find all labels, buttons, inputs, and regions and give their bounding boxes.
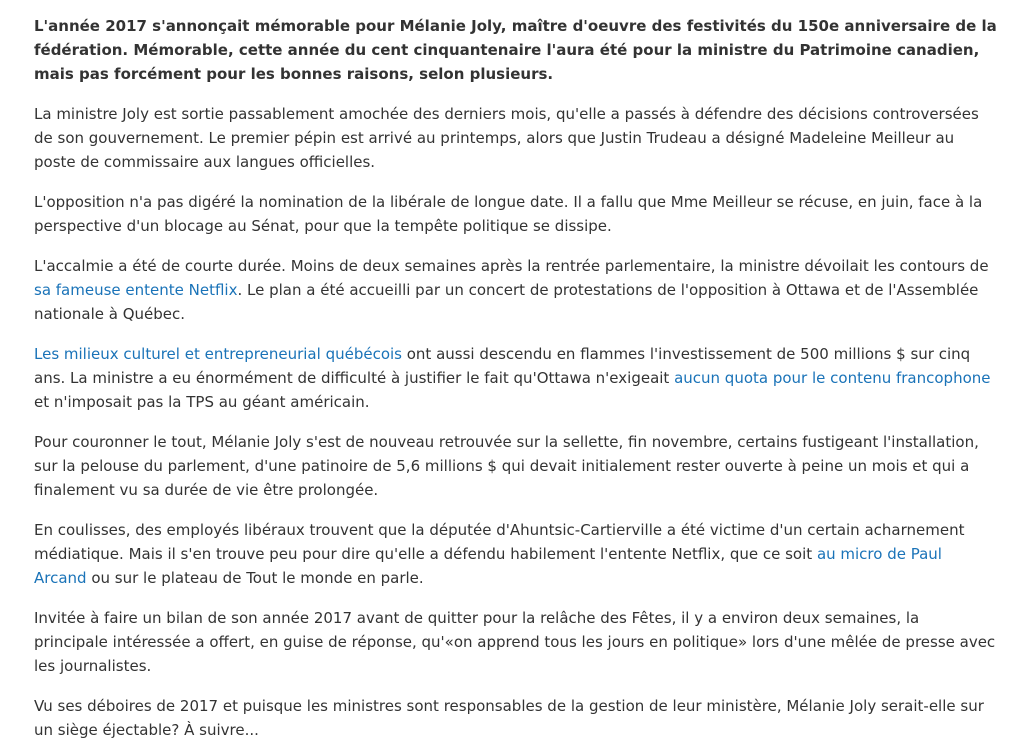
paragraph-3-text-before: L'accalmie a été de courte durée. Moins de deux semaines après la rentrée parlementaire, la ministre dévoilait les contours de (34, 257, 989, 275)
paragraph-4 (34, 342, 997, 414)
paragraph-6-text-before: En coulisses, des employés libéraux trouvent que la députée d'Ahuntsic-Cartierville a été victime d'un certain acharnement médiatique. Mais il s'en trouve peu pour dire qu'elle a défendu habilement l'entente Netflix, que ce soit (34, 521, 965, 563)
paragraph-5: Pour couronner le tout, Mélanie Joly s'est de nouveau retrouvée sur la sellette, fin novembre, certains fustigeant l'installation, sur la pelouse du parlement, d'une patinoire de 5,6 millions $ qui devait initialement rester ouverte à peine un mois et qui a finalement vu sa durée de vie être prolongée. (34, 433, 979, 499)
paragraph-6 (34, 518, 997, 590)
paragraph-6-text-after: ou sur le plateau de Tout le monde en parle. (86, 569, 424, 587)
francophone-quota-link[interactable]: aucun quota pour le contenu francophone (674, 369, 991, 387)
paragraph-3 (34, 254, 997, 326)
article-lead: L'année 2017 s'annonçait mémorable pour Mélanie Joly, maître d'oeuvre des festivités du 150e anniversaire de la fédération. Mémorable, cette année du cent cinquantenaire l'aura été pour la ministre du Patrimoine canadien, mais pas forcément pour les bonnes raisons, selon plusieurs. (34, 17, 997, 83)
paragraph-2: L'opposition n'a pas digéré la nomination de la libérale de longue date. Il a fallu que Mme Meilleur se récuse, en juin, face à la perspective d'un blocage au Sénat, pour que la tempête politique se dissipe. (34, 193, 983, 235)
paul-arcand-link[interactable]: au micro de Paul Arcand (34, 545, 942, 587)
paragraph-1: La ministre Joly est sortie passablement amochée des derniers mois, qu'elle a passés à défendre des décisions controversées de son gouvernement. Le premier pépin est arrivé au printemps, alors que Justin Trudeau a désigné Madeleine Meilleur au poste de commissaire aux langues officielles. (34, 105, 979, 171)
netflix-deal-link[interactable]: sa fameuse entente Netflix (34, 281, 238, 299)
cultural-milieux-link[interactable]: Les milieux culturel et entrepreneurial québécois (34, 345, 402, 363)
paragraph-8: Vu ses déboires de 2017 et puisque les ministres sont responsables de la gestion de leur ministère, Mélanie Joly serait-elle sur un siège éjectable? À suivre... (34, 697, 984, 739)
paragraph-4-text-after: et n'imposait pas la TPS au géant américain. (34, 393, 370, 411)
paragraph-7: Invitée à faire un bilan de son année 2017 avant de quitter pour la relâche des Fêtes, il y a environ deux semaines, la principale intéressée a offert, en guise de réponse, qu'«on apprend tous les jours en politique» lors d'une mêlée de presse avec les journalistes. (34, 609, 996, 675)
paragraph-4-text-middle: ont aussi descendu en flammes l'investissement de 500 millions $ sur cinq ans. La ministre a eu énormément de difficulté à justifier le fait qu'Ottawa n'exigeait (34, 345, 971, 387)
paragraph-3-text-after: . Le plan a été accueilli par un concert de protestations de l'opposition à Ottawa et de l'Assemblée nationale à Québec. (34, 281, 979, 323)
